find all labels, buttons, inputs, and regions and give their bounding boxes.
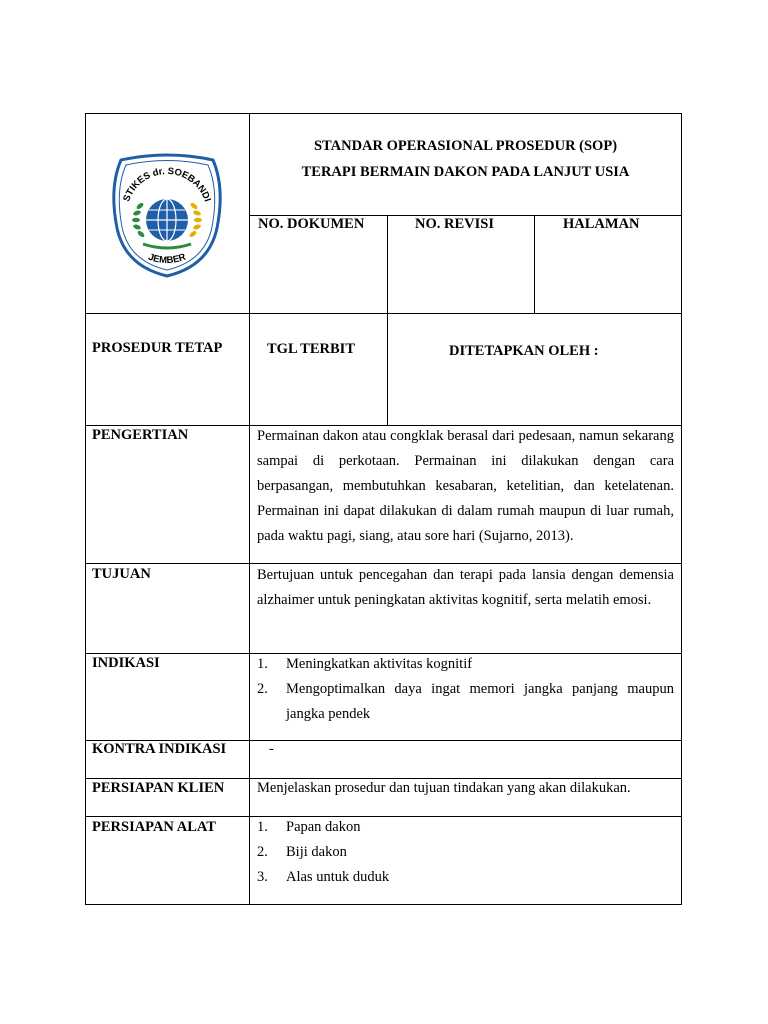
border-bottom <box>85 904 682 905</box>
sop-title-line2: TERAPI BERMAIN DAKON PADA LANJUT USIA <box>301 164 630 180</box>
tujuan-label: TUJUAN <box>92 566 151 582</box>
border-right <box>681 113 682 905</box>
persiapan-alat-label: PERSIAPAN ALAT <box>92 819 216 835</box>
indikasi-label: INDIKASI <box>92 655 160 671</box>
stikes-logo-emblem <box>107 148 227 283</box>
logo-text-bottom: JEMBER <box>146 251 188 267</box>
list-item <box>257 677 674 727</box>
pengertian-label: PENGERTIAN <box>92 427 189 443</box>
list-item <box>257 815 674 840</box>
divider-kontra <box>85 778 682 779</box>
kontra-indikasi-label: KONTRA INDIKASI <box>92 741 227 757</box>
sop-title-line1: STANDAR OPERASIONAL PROSEDUR (SOP) <box>313 138 618 154</box>
halaman-label: HALAMAN <box>563 216 640 232</box>
persiapan-alat-list <box>257 815 674 890</box>
divider-revisi-halaman <box>534 215 535 313</box>
prosedur-tetap-label: PROSEDUR TETAP <box>92 340 223 356</box>
list-item-text: Biji dakon <box>286 844 347 860</box>
sop-table <box>85 113 682 905</box>
list-item-number: 3. <box>257 869 268 885</box>
list-item <box>257 840 674 865</box>
list-item-text: Alas untuk duduk <box>286 869 390 885</box>
list-item-number: 2. <box>257 844 268 860</box>
list-item <box>257 652 674 677</box>
list-item-number: 2. <box>257 681 268 697</box>
list-item <box>257 865 674 890</box>
kontra-indikasi-text: - <box>269 741 274 757</box>
tgl-terbit-label: TGL TERBIT <box>267 341 355 357</box>
list-item-text: Papan dakon <box>286 819 361 835</box>
border-left <box>85 113 86 905</box>
tujuan-text: Bertujuan untuk pencegahan dan terapi pada lansia dengan demensia alzhaimer untuk peningkatan aktivitas kognitif, serta melatih emosi. <box>257 567 674 608</box>
list-item-text: Mengoptimalkan daya ingat memori jangka panjang maupun jangka pendek <box>286 681 674 722</box>
logo-text-top: STIKES dr. SOEBANDI <box>121 165 213 204</box>
pengertian-text: Permainan dakon atau congklak berasal dari pedesaan, namun sekarang sampai di perkotaan. Permainan ini dilakukan dengan cara berpasangan, membutuhkan kesabaran, ketelitian, dan ketelatenan. Permainan ini dapat dilakukan di dalam rumah maupun di luar rumah, pada waktu pagi, siang, atau sore hari (Sujarno, 2013). <box>257 428 674 544</box>
no-revisi-label: NO. REVISI <box>415 216 494 232</box>
ditetapkan-oleh-label: DITETAPKAN OLEH : <box>449 343 599 359</box>
indikasi-list <box>257 652 674 727</box>
column-divider <box>249 113 250 905</box>
divider-dokumen-revisi <box>387 215 388 426</box>
border-top <box>85 113 682 114</box>
list-item-number: 1. <box>257 819 268 835</box>
persiapan-klien-label: PERSIAPAN KLIEN <box>92 780 225 796</box>
persiapan-klien-text: Menjelaskan prosedur dan tujuan tindakan yang akan dilakukan. <box>257 780 631 796</box>
no-dokumen-label: NO. DOKUMEN <box>258 216 365 232</box>
list-item-text: Meningkatkan aktivitas kognitif <box>286 656 473 672</box>
list-item-number: 1. <box>257 656 268 672</box>
divider-header <box>85 313 682 314</box>
